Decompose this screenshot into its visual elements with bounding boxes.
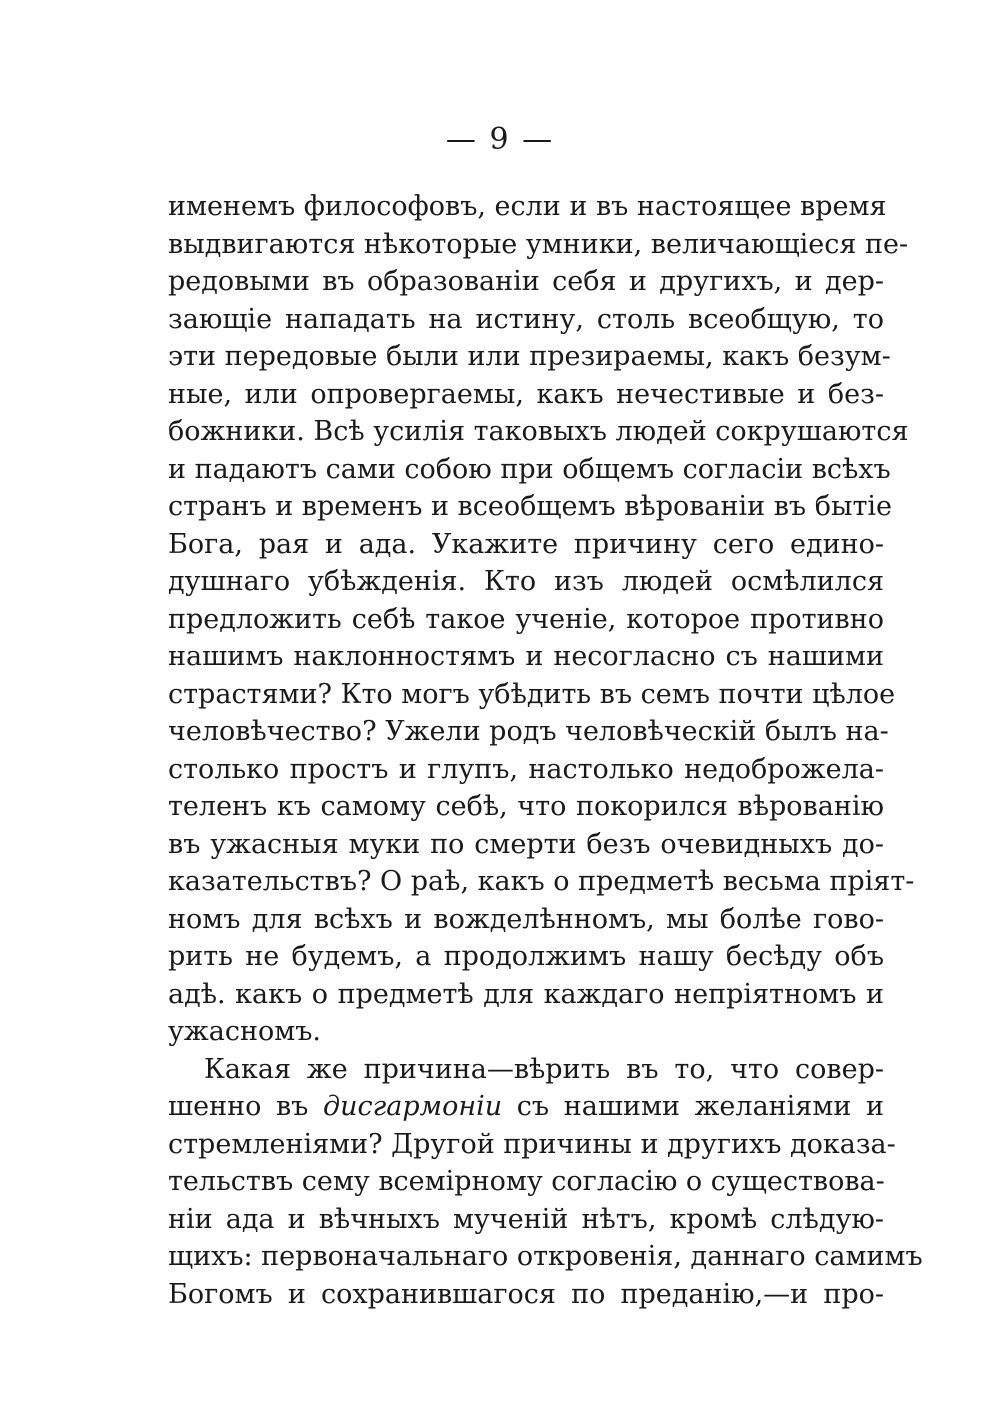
text-line: странъ и временъ и всеобщемъ вѣрованіи въ бытіе: [168, 491, 892, 522]
italic-term: дисгармоніи: [323, 1091, 503, 1122]
text-line: номъ для всѣхъ и вожделѣнномъ, мы болѣе гово-: [168, 903, 884, 935]
text-line: нашимъ наклонностямъ и несогласно съ нашими: [168, 641, 884, 672]
page-number: — 9 —: [445, 122, 555, 157]
text-line: божники. Всѣ усилія таковыхъ людей сокрушаются: [168, 416, 909, 447]
text-line: тельствъ сему всемірному согласію о существова-: [168, 1166, 885, 1197]
paragraph-2: [168, 1051, 923, 1314]
text-line: редовыми въ образованіи себя и другихъ, и дер-: [168, 266, 884, 297]
text-line: Бога, рая и ада. Укажите причину сего едино-: [168, 528, 884, 560]
paragraph-1: [168, 188, 915, 1051]
body-text: [168, 188, 923, 1313]
text-line: выдвигаются нѣкоторые умники, величающіеся пе-: [168, 228, 909, 260]
text-line: именемъ философовъ, если и въ настоящее время: [168, 191, 887, 222]
text-line: щихъ: первоначальнаго откровенія, даннаго самимъ: [168, 1241, 923, 1272]
text-line: Какая же причина—вѣрить въ то, что совер-: [204, 1053, 884, 1085]
text-line: столько простъ и глупъ, настолько недоброжела-: [168, 753, 884, 785]
text-line: рить не будемъ, а продолжимъ нашу бесѣду объ: [168, 941, 884, 972]
text-line: ніи ада и вѣчныхъ мученій нѣтъ, кромѣ слѣдую-: [168, 1203, 884, 1235]
text-line: въ ужасныя муки по смерти безъ очевидныхъ до-: [168, 828, 884, 860]
text-line: ные, или опровергаемы, какъ нечестивые и без-: [168, 378, 884, 410]
text-line: страстями? Кто могъ убѣдить въ семъ почти цѣлое: [168, 678, 896, 710]
text-line: человѣчество? Ужели родъ человѣческій былъ на-: [168, 716, 889, 747]
text-line: ужасномъ.: [168, 1016, 321, 1047]
text-line: Богомъ и сохранившагося по преданію,—и про-: [168, 1278, 884, 1310]
text-line-with-italic: [168, 1088, 884, 1126]
text-line: стремленіями? Другой причины и другихъ доказа-: [168, 1128, 896, 1160]
text-segment: съ нашими желаніями и: [516, 1091, 884, 1122]
text-line: предложить себѣ такое ученіе, которое противно: [168, 603, 884, 635]
text-segment: шенно въ: [168, 1091, 309, 1122]
text-line: душнаго убѣжденія. Кто изъ людей осмѣлился: [168, 566, 884, 597]
text-line: эти передовые были или презираемы, какъ безум-: [168, 341, 891, 372]
text-line: зающіе нападать на истину, столь всеобщую, то: [168, 303, 884, 335]
text-line: адѣ. какъ о предметѣ для каждаго непріятномъ и: [168, 978, 884, 1010]
text-line: казательствъ? О раѣ, какъ о предметѣ весьма пріят-: [168, 866, 915, 897]
text-line: и падаютъ сами собою при общемъ согласіи всѣхъ: [168, 453, 891, 485]
text-line: теленъ къ самому себѣ, что покорился вѣрованію: [168, 791, 884, 822]
